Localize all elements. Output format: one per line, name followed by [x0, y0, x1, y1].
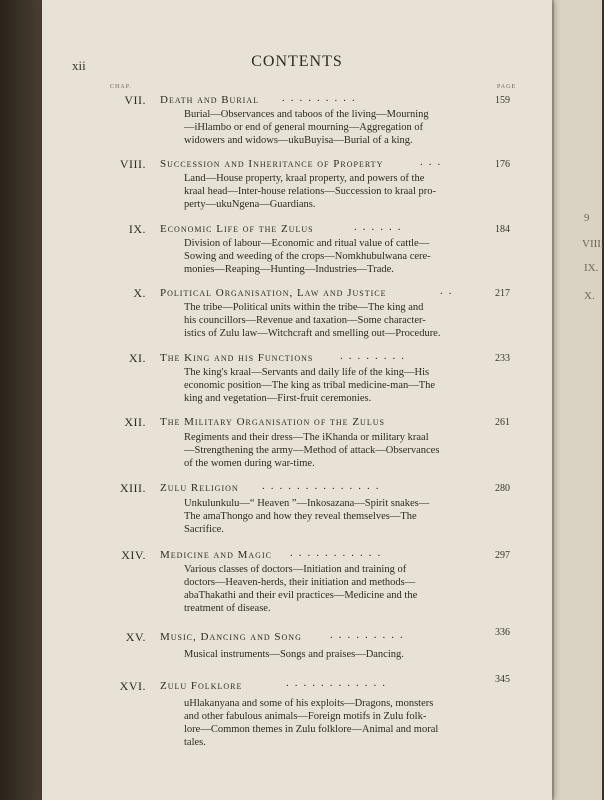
- leader-dots: ............: [286, 677, 391, 689]
- chapter-title: Succession and Inheritance of Property: [160, 158, 384, 170]
- leader-dots: ...: [420, 156, 447, 168]
- chapter-summary: [184, 648, 494, 661]
- summary-line: —iHlambo or end of general mourning—Aggregation of: [184, 122, 424, 133]
- summary-line: widowers and widows—ukuBuyisa—Burial of a king.: [184, 135, 413, 146]
- chapter-number: VIII.: [119, 157, 146, 171]
- right-page-chapter: X.: [584, 290, 595, 302]
- summary-line: king and vegetation—First-fruit ceremonies.: [184, 393, 372, 404]
- chapter-title: Death and Burial: [160, 94, 259, 106]
- summary-line: istics of Zulu law—Witchcraft and smelling out—Procedure.: [184, 328, 441, 339]
- chapter-summary: [184, 301, 494, 340]
- summary-line: and other fabulous animals—Foreign motifs in Zulu folk-: [184, 711, 427, 722]
- summary-line: economic position—The king as tribal medicine-man—The: [184, 380, 436, 391]
- chapter-page: 280: [495, 483, 510, 494]
- leader-dots: ......: [354, 221, 407, 233]
- right-page-edge: [552, 0, 602, 800]
- leader-dots: ...........: [290, 547, 387, 559]
- chapter-summary: [184, 237, 494, 276]
- summary-line: abaThakathi and their evil practices—Medicine and the: [184, 590, 418, 601]
- left-background: [0, 0, 42, 800]
- leader-dots: ..............: [262, 480, 385, 492]
- chapter-number: XVI.: [119, 679, 146, 693]
- summary-line: tales.: [184, 737, 206, 748]
- chapter-page: 233: [495, 353, 510, 364]
- summary-line: Division of labour—Economic and ritual value of cattle—: [184, 238, 430, 249]
- chapter-number: IX.: [128, 222, 146, 236]
- chapter-number: XII.: [124, 415, 146, 429]
- chapter-title: Political Organisation, Law and Justice: [160, 287, 387, 299]
- summary-line: uHlakanyana and some of his exploits—Dragons, monsters: [184, 698, 434, 709]
- summary-line: The amaThongo and how they reveal themselves—The: [184, 511, 417, 522]
- chapter-number: XV.: [125, 630, 146, 644]
- chapter-page: 184: [495, 224, 510, 235]
- leader-dots: ........: [340, 350, 410, 362]
- leader-dots: .........: [282, 92, 361, 104]
- summary-line: The king's kraal—Servants and daily life of the king—His: [184, 367, 430, 378]
- summary-line: doctors—Heaven-herds, their initiation and methods—: [184, 577, 416, 588]
- chapter-summary: [184, 431, 494, 470]
- summary-line: Land—House property, kraal property, and powers of the: [184, 173, 425, 184]
- chapter-number: XI.: [128, 351, 146, 365]
- chapter-summary: [184, 108, 494, 147]
- chapter-number: VII.: [124, 93, 146, 107]
- chapter-page: 176: [495, 159, 510, 170]
- chapter-title: Economic Life of the Zulus: [160, 223, 314, 235]
- chapter-page: 345: [495, 674, 510, 685]
- summary-line: Unkulunkulu—“ Heaven ”—Inkosazana—Spirit snakes—: [184, 498, 430, 509]
- summary-line: Sowing and weeding of the crops—Nomkhubulwana cere-: [184, 251, 431, 262]
- right-page-chapter: VIII.: [582, 238, 604, 250]
- chapter-title: Zulu Folklore: [160, 680, 243, 692]
- chapter-page: 217: [495, 288, 510, 299]
- chapter-title: Medicine and Magic: [160, 549, 272, 561]
- chapter-page: 159: [495, 95, 510, 106]
- summary-line: perty—ukuNgena—Guardians.: [184, 199, 316, 210]
- right-page-chapter: IX.: [584, 262, 599, 274]
- summary-line: Regiments and their dress—The iKhanda or military kraal: [184, 432, 429, 443]
- chapter-page: 336: [495, 627, 510, 638]
- chapter-title: The King and his Functions: [160, 352, 314, 364]
- chapter-number: X.: [133, 286, 146, 300]
- page-title: CONTENTS: [251, 53, 343, 70]
- leader-dots: ..: [440, 285, 458, 297]
- chapter-summary: [184, 563, 494, 615]
- chapter-number: XIV.: [121, 548, 146, 562]
- chapter-title: Zulu Religion: [160, 482, 239, 494]
- summary-line: of the women during war-time.: [184, 458, 315, 469]
- chapter-number: XIII.: [119, 481, 146, 495]
- summary-line: monies—Reaping—Hunting—Industries—Trade.: [184, 264, 394, 275]
- chapter-title: Music, Dancing and Song: [160, 631, 302, 643]
- summary-line: Musical instruments—Songs and praises—Dancing.: [184, 649, 404, 660]
- summary-line: kraal head—Inter-house relations—Succession to kraal pro-: [184, 186, 436, 197]
- chapter-summary: [184, 172, 494, 211]
- summary-line: Various classes of doctors—Initiation and training of: [184, 564, 407, 575]
- chapter-page: 261: [495, 417, 510, 428]
- leader-dots: .........: [330, 629, 409, 641]
- summary-line: —Strengthening the army—Method of attack—Observances: [184, 445, 440, 456]
- chapter-column-label: CHAP.: [110, 84, 132, 90]
- summary-line: treatment of disease.: [184, 603, 271, 614]
- summary-line: Burial—Observances and taboos of the living—Mourning: [184, 109, 429, 120]
- chapter-summary: [184, 497, 494, 536]
- chapter-summary: [184, 366, 494, 405]
- summary-line: lore—Common themes in Zulu folklore—Animal and moral: [184, 724, 439, 735]
- chapter-page: 297: [495, 550, 510, 561]
- chapter-summary: [184, 697, 494, 749]
- summary-line: Sacrifice.: [184, 524, 224, 535]
- page-column-label: PAGE: [497, 84, 517, 90]
- page-number: xii: [72, 58, 86, 73]
- summary-line: The tribe—Political units within the tribe—The king and: [184, 302, 424, 313]
- chapter-title: The Military Organisation of the Zulus: [160, 416, 385, 428]
- right-page-number: 9: [584, 212, 590, 224]
- summary-line: his councillors—Revenue and taxation—Some character-: [184, 315, 426, 326]
